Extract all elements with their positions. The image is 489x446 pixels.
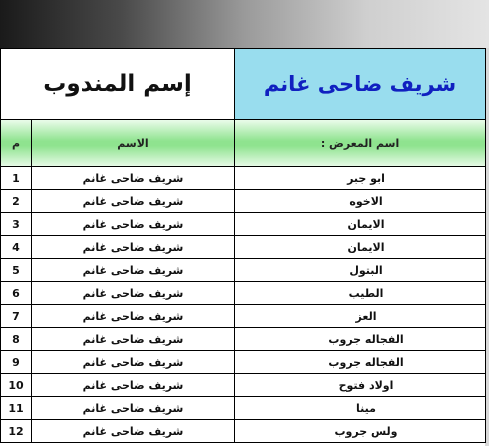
header-shop[interactable]: اسم المعرض : [235,120,486,167]
shop-name-cell[interactable] [235,259,486,282]
shop-name-text: البتول [349,263,383,277]
rep-name-cell-row[interactable]: شريف ضاحى غانم [32,351,235,374]
top-banner [0,0,489,50]
table-row [1,167,486,190]
shop-name-text: الطيب [348,286,384,300]
shop-name-text: مينا [356,401,376,415]
table-row [1,328,486,351]
table-row [1,397,486,420]
rep-name-cell-row[interactable]: شريف ضاحى غانم [32,305,235,328]
rep-name-cell-row[interactable]: شريف ضاحى غانم [32,190,235,213]
row-number-cell[interactable]: 8 [1,328,32,351]
row-number-cell[interactable]: 4 [1,236,32,259]
row-number-cell[interactable]: 6 [1,282,32,305]
title-row [1,49,486,120]
row-number-cell[interactable]: 1 [1,167,32,190]
shop-name-text: اولاد فتوح [338,378,394,392]
rep-label: إسم المندوب [1,49,235,120]
rep-name-cell-row[interactable]: شريف ضاحى غانم [32,374,235,397]
table-row [1,282,486,305]
row-number-cell[interactable]: 9 [1,351,32,374]
table-row [1,420,486,443]
rep-name-cell[interactable]: شريف ضاحى غانم [235,49,486,120]
shop-name-text: ابو جبر [347,171,385,185]
rep-name-cell-row[interactable]: شريف ضاحى غانم [32,259,235,282]
rep-name-cell-row[interactable]: شريف ضاحى غانم [32,167,235,190]
table-row [1,305,486,328]
shop-name-cell[interactable] [235,420,486,443]
shop-name-cell[interactable] [235,236,486,259]
table-row [1,190,486,213]
rep-name-cell-row[interactable]: شريف ضاحى غانم [32,420,235,443]
table-body [1,167,486,443]
row-number-cell[interactable]: 5 [1,259,32,282]
shop-name-cell[interactable] [235,351,486,374]
shop-name-cell[interactable] [235,282,486,305]
row-number-cell[interactable]: 10 [1,374,32,397]
rep-name-cell-row[interactable]: شريف ضاحى غانم [32,236,235,259]
table-row [1,259,486,282]
row-number-cell[interactable]: 11 [1,397,32,420]
rep-sheet [0,48,486,443]
shop-name-cell[interactable] [235,305,486,328]
rep-name-cell-row[interactable]: شريف ضاحى غانم [32,213,235,236]
rep-name-cell-row[interactable]: شريف ضاحى غانم [32,282,235,305]
row-number-cell[interactable]: 3 [1,213,32,236]
shop-name-text: الايمان [347,217,385,231]
table-row [1,374,486,397]
shop-name-cell[interactable] [235,213,486,236]
shop-name-cell[interactable] [235,397,486,420]
table-row [1,213,486,236]
row-number-cell[interactable]: 12 [1,420,32,443]
header-row [1,120,486,167]
header-name[interactable]: الاسم [32,120,235,167]
shop-name-cell[interactable] [235,167,486,190]
shop-name-text: العز [355,309,377,323]
rep-name-cell-row[interactable]: شريف ضاحى غانم [32,397,235,420]
row-number-cell[interactable]: 7 [1,305,32,328]
shop-name-text: الايمان [347,240,385,254]
table-row [1,351,486,374]
shop-name-text: ولس جروب [334,424,398,438]
shop-name-cell[interactable] [235,190,486,213]
shop-name-text: الفجاله جروب [328,332,404,346]
table-row [1,236,486,259]
rep-name-cell-row[interactable]: شريف ضاحى غانم [32,328,235,351]
header-num[interactable]: م [1,120,32,167]
shop-name-cell[interactable] [235,328,486,351]
row-number-cell[interactable]: 2 [1,190,32,213]
shop-name-cell[interactable] [235,374,486,397]
shop-name-text: الفجاله جروب [328,355,404,369]
shop-name-text: الاخوه [349,194,383,208]
